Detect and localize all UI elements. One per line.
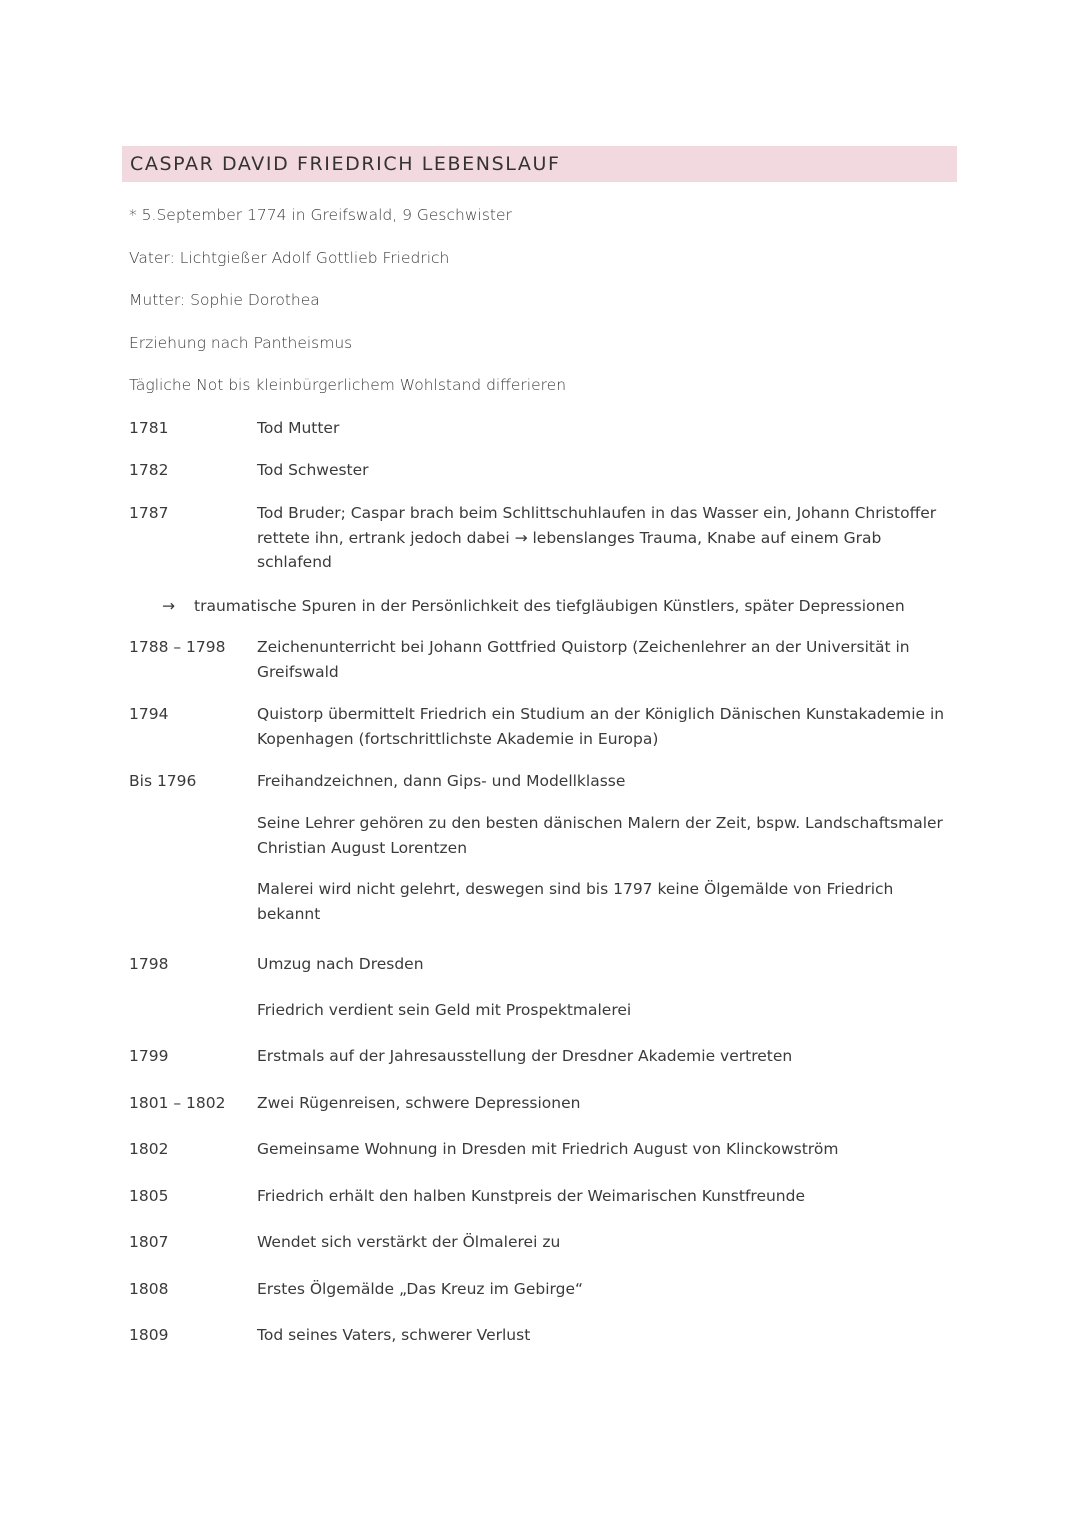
mother-line: Mutter: Sophie Dorothea [129,291,320,309]
page-title: CASPAR DAVID FRIEDRICH LEBENSLAUF [130,153,561,175]
timeline-text: Tod Mutter [257,419,340,437]
timeline-year: 1802 [129,1140,169,1158]
timeline-text: Gemeinsame Wohnung in Dresden mit Friedrich August von Klinckowström [257,1140,839,1158]
upbringing-line: Erziehung nach Pantheismus [129,334,353,352]
timeline-text: Zwei Rügenreisen, schwere Depressionen [257,1094,581,1112]
wealth-line: Tägliche Not bis kleinbürgerlichem Wohlstand differieren [129,376,567,394]
timeline-year: 1781 [129,419,169,437]
timeline-text: Friedrich verdient sein Geld mit Prospektmalerei [257,1001,632,1019]
timeline-year: 1782 [129,461,169,479]
father-line: Vater: Lichtgießer Adolf Gottlieb Friedrich [129,249,450,267]
timeline-year: Bis 1796 [129,772,197,790]
timeline-year: 1809 [129,1326,169,1344]
timeline-text: Malerei wird nicht gelehrt, deswegen sind bis 1797 keine Ölgemälde von Friedrich bekannt [257,880,894,923]
timeline-year: 1807 [129,1233,169,1251]
timeline-text: Umzug nach Dresden [257,955,424,973]
timeline-text: Seine Lehrer gehören zu den besten dänischen Malern der Zeit, bspw. Landschaftsmaler Christian August Lorentzen [257,814,943,857]
timeline-text: Erstmals auf der Jahresausstellung der Dresdner Akademie vertreten [257,1047,793,1065]
timeline-text: Zeichenunterricht bei Johann Gottfried Quistorp (Zeichenlehrer an der Universität in Greifswald [257,638,910,681]
timeline-year: 1788 – 1798 [129,638,226,656]
timeline-year: 1798 [129,955,169,973]
trauma-note [162,594,905,618]
timeline-year: 1787 [129,504,169,522]
title-banner [122,146,957,182]
timeline-text: Freihandzeichnen, dann Gips- und Modellklasse [257,772,626,790]
timeline-text: Erstes Ölgemälde „Das Kreuz im Gebirge“ [257,1280,584,1298]
birth-line: * 5.September 1774 in Greifswald, 9 Geschwister [129,206,512,224]
timeline-text: Wendet sich verstärkt der Ölmalerei zu [257,1233,561,1251]
timeline-year: 1805 [129,1187,169,1205]
timeline-text: Tod Bruder; Caspar brach beim Schlittschuhlaufen in das Wasser ein, Johann Christoffer rettete ihn, ertrank jedoch dabei → lebenslanges Trauma, Knabe auf einem Grab schlafend [257,504,937,571]
timeline-text: Tod seines Vaters, schwerer Verlust [257,1326,531,1344]
timeline-year: 1799 [129,1047,169,1065]
trauma-note-text: traumatische Spuren in der Persönlichkeit des tiefgläubigen Künstlers, später Depressionen [194,597,905,615]
timeline-text: Quistorp übermittelt Friedrich ein Studium an der Königlich Dänischen Kunstakademie in Kopenhagen (fortschrittlichste Akademie in Europa) [257,705,945,748]
arrow-right-icon: → [162,597,175,615]
timeline-year: 1808 [129,1280,169,1298]
timeline-year: 1801 – 1802 [129,1094,226,1112]
timeline-text: Tod Schwester [257,461,369,479]
timeline-text: Friedrich erhält den halben Kunstpreis der Weimarischen Kunstfreunde [257,1187,806,1205]
timeline-year: 1794 [129,705,169,723]
